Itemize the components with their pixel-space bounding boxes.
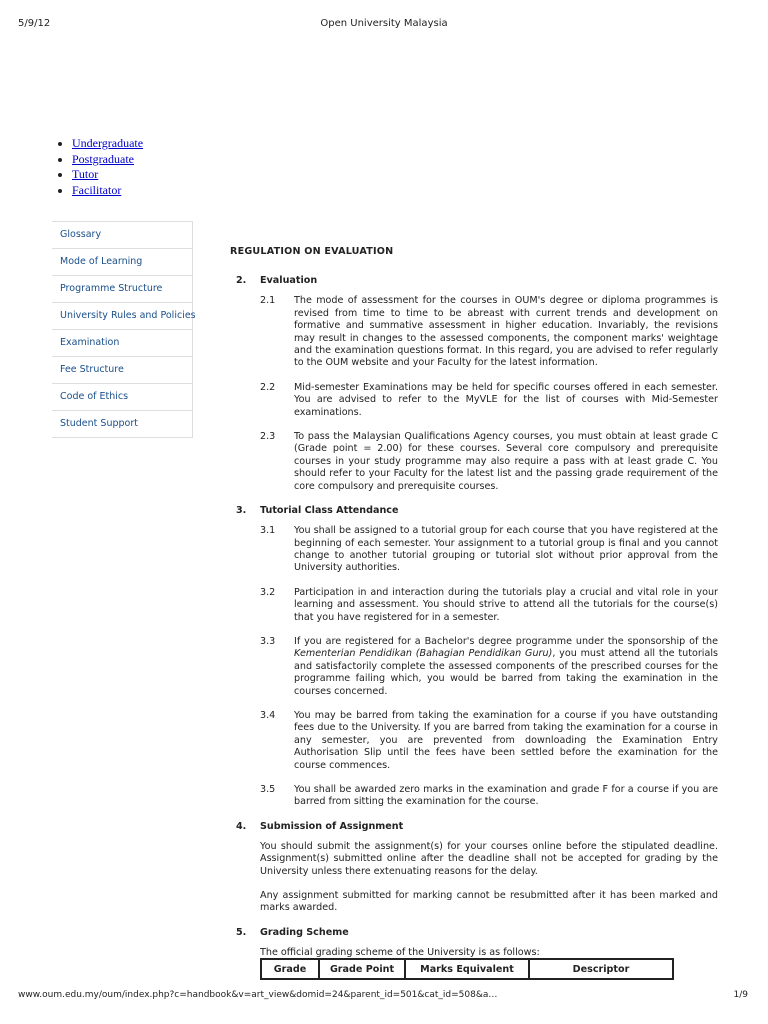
clause-2-3 xyxy=(230,431,718,493)
print-date: 5/9/12 xyxy=(18,18,51,29)
clause-text: The mode of assessment for the courses in OUM's degree or diploma programmes is revised from time to time to be abreast with current trends and development on formative and summative assessment in higher education. Invariably, the revisions may result in changes to the assessed components, the component marks' weightage and the examination questions format. In this regard, you are advised to refer regularly to the OUM website and your Faculty for the latest information. xyxy=(294,295,718,369)
clause-text: Participation in and interaction during the tutorials play a crucial and vital role in your learning and assessment. You should strive to attend all the tutorials for the course(s) that you have registered for in a semester. xyxy=(294,586,718,623)
section-number: 5. xyxy=(236,926,247,938)
sidebar-item-examination[interactable]: Examination xyxy=(52,330,192,357)
sidebar-item-mode-of-learning[interactable]: Mode of Learning xyxy=(52,249,192,276)
clause-3-5 xyxy=(230,784,718,809)
article-content xyxy=(230,246,718,971)
link-facilitator[interactable]: Facilitator xyxy=(72,182,122,197)
section-title: Submission of Assignment xyxy=(260,820,404,832)
link-postgraduate[interactable]: Postgraduate xyxy=(72,151,134,166)
paragraph: You should submit the assignment(s) for your courses online before the stipulated deadline. Assignment(s) submitted online after the deadline shall not be accepted for grading by the University unless there extenuating reasons for the delay. xyxy=(260,840,718,877)
paragraph: The official grading scheme of the University is as follows: xyxy=(260,946,540,958)
section-heading xyxy=(230,275,718,287)
sidebar-menu xyxy=(52,221,196,438)
clause-number: 3.4 xyxy=(260,709,276,721)
col-header-grade: Grade xyxy=(261,959,319,979)
sidebar-item-programme-structure[interactable]: Programme Structure xyxy=(52,276,192,303)
clause-text-pre: If you are registered for a Bachelor's degree programme under the sponsorship of the xyxy=(294,635,718,647)
clause-number: 2.3 xyxy=(260,431,276,443)
sidebar-item-glossary[interactable]: Glossary xyxy=(52,221,192,249)
clause-text-post: , you must attend all the tutorials and satisfactorily complete the assessed components of the prescribed courses for the programme failing which, you would be barred from taking the examination in the courses concerned. xyxy=(294,648,718,697)
section-heading xyxy=(230,505,718,517)
clause-number: 2.1 xyxy=(260,295,276,307)
clause-3-4 xyxy=(230,710,718,772)
clause-number: 3.5 xyxy=(260,784,276,795)
clause-text-italic: Kementerian Pendidikan (Bahagian Pendidikan Guru) xyxy=(294,648,553,660)
doc-title: REGULATION ON EVALUATION xyxy=(230,246,394,257)
clause-3-1 xyxy=(230,525,718,575)
nav-item-tutor xyxy=(72,167,143,183)
sidebar-item-student-support[interactable]: Student Support xyxy=(52,411,192,438)
section-heading xyxy=(230,821,718,833)
clause-2-1 xyxy=(230,295,718,369)
nav-item-facilitator xyxy=(72,183,143,199)
table-header-row xyxy=(261,959,673,979)
clause-text: Mid-semester Examinations may be held for specific courses offered in each semester. You are advised to refer to the MyVLE for the list of courses with Mid-Semester examinations. xyxy=(294,381,718,418)
print-title: Open University Malaysia xyxy=(320,18,448,29)
section-number: 3. xyxy=(236,505,247,517)
col-header-descriptor: Descriptor xyxy=(529,959,673,979)
clause-number: 3.1 xyxy=(260,525,276,537)
page-number: 1/9 xyxy=(733,990,748,1000)
clause-2-2 xyxy=(230,382,718,419)
section-grading-scheme xyxy=(230,927,718,959)
clause-text: You may be barred from taking the examination for a course if you have outstanding fees due to the University. If you are barred from taking the examination for a course in any semester, you are prevented from downloading the Examination Entry Authorisation Slip until the fees have been settled before the examination for the course commences. xyxy=(294,709,718,771)
section-number: 2. xyxy=(236,275,247,287)
nav-item-undergraduate xyxy=(72,136,143,152)
clause-number: 3.3 xyxy=(260,635,276,647)
clause-text: You shall be awarded zero marks in the examination and grade F for a course if you are barred from sitting the examination for the course. xyxy=(294,784,718,808)
link-tutor[interactable]: Tutor xyxy=(72,167,99,181)
section-heading xyxy=(230,927,718,939)
nav-item-postgraduate xyxy=(72,152,143,168)
col-header-grade-point: Grade Point xyxy=(319,959,405,979)
clause-text: You shall be assigned to a tutorial group for each course that you have registered at the beginning of each semester. Your assignment to a tutorial group is final and you cannot change to another tutorial grouping or tutorial slot without prior approval from the University authorities. xyxy=(294,525,718,574)
grading-table xyxy=(260,958,674,980)
clause-number: 2.2 xyxy=(260,381,276,393)
clause-text: To pass the Malaysian Qualifications Agency courses, you must obtain at least grade C (Grade point = 2.00) for these courses. Several core compulsory and prerequisite courses in your study programme may also require a pass with at least grade C. You should refer to your Faculty for the latest list and the passing grade requirement of the core compulsory and prerequisite courses. xyxy=(294,431,718,492)
print-url: www.oum.edu.my/oum/index.php?c=handbook&v=art_view&domid=24&parent_id=501&cat_id=508&a… xyxy=(18,990,498,1000)
section-title: Tutorial Class Attendance xyxy=(260,505,399,517)
col-header-marks-equivalent: Marks Equivalent xyxy=(405,959,529,979)
section-title: Evaluation xyxy=(260,275,318,287)
clause-number: 3.2 xyxy=(260,586,276,598)
sidebar-item-fee-structure[interactable]: Fee Structure xyxy=(52,357,192,384)
top-nav-links xyxy=(56,136,143,198)
section-number: 4. xyxy=(236,820,247,832)
section-evaluation xyxy=(230,275,718,493)
section-assignment-submission xyxy=(230,821,718,915)
section-title: Grading Scheme xyxy=(260,926,349,938)
section-tutorial-attendance xyxy=(230,505,718,809)
clause-3-2 xyxy=(230,587,718,624)
sidebar-item-university-rules[interactable]: University Rules and Policies xyxy=(52,303,192,330)
sidebar-item-code-of-ethics[interactable]: Code of Ethics xyxy=(52,384,192,411)
paragraph: Any assignment submitted for marking cannot be resubmitted after it has been marked and marks awarded. xyxy=(260,890,718,914)
link-undergraduate[interactable]: Undergraduate xyxy=(72,136,144,150)
clause-3-3 xyxy=(230,636,718,698)
